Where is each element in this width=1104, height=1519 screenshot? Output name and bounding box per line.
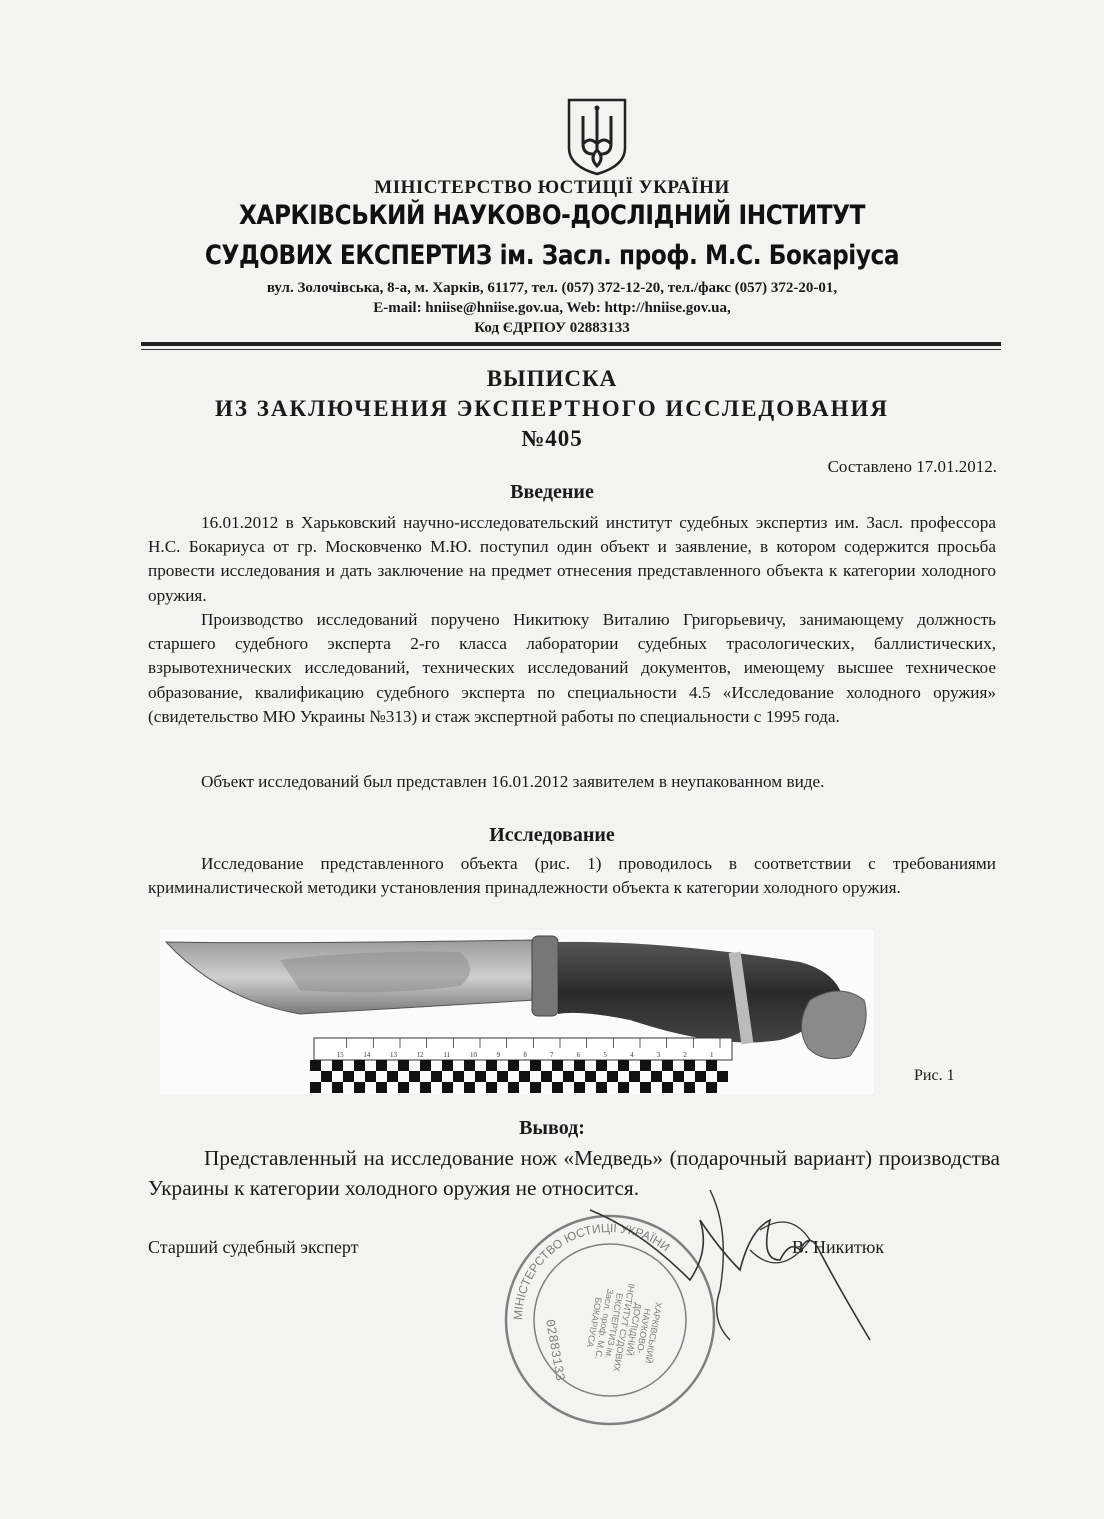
conclusion-heading: Вывод: [519, 1117, 585, 1139]
checker-square [420, 1082, 431, 1093]
checker-square [486, 1060, 497, 1071]
checker-square [717, 1071, 728, 1082]
checker-square [673, 1071, 684, 1082]
intro-heading: Введение [510, 481, 594, 503]
checker-square [354, 1082, 365, 1093]
checker-square [464, 1060, 475, 1071]
knife-pommel [801, 991, 866, 1059]
checker-square [530, 1082, 541, 1093]
checker-square [618, 1082, 629, 1093]
checker-square [596, 1060, 607, 1071]
checker-square [398, 1082, 409, 1093]
checker-square [453, 1071, 464, 1082]
checker-square [475, 1071, 486, 1082]
checker-square [343, 1071, 354, 1082]
checker-square [376, 1060, 387, 1071]
conclusion-text: Представленный на исследование нож «Медведь» (подарочный вариант) производства Украины к категории холодного оружия не относится. [148, 1146, 1000, 1200]
checker-square [420, 1060, 431, 1071]
ruler-label: 5 [603, 1051, 607, 1059]
research-heading: Исследование [489, 824, 615, 846]
research-paragraph-1: Исследование представленного объекта (рис. 1) проводилось в соответствии с требованиями криминалистической методики установления принадлежности объекта к категории холодного оружия. [148, 854, 996, 898]
checker-square [376, 1082, 387, 1093]
ruler-label: 15 [336, 1051, 344, 1059]
checker-square [574, 1060, 585, 1071]
handwritten-signature [580, 1190, 880, 1350]
checker-square [552, 1082, 563, 1093]
checker-square [574, 1082, 585, 1093]
checker-square [365, 1071, 376, 1082]
checker-square [618, 1060, 629, 1071]
ruler-label: 12 [416, 1051, 424, 1059]
knife-handle [558, 942, 840, 1043]
checker-square [497, 1071, 508, 1082]
checker-square [640, 1082, 651, 1093]
figure-caption: Рис. 1 [914, 1067, 955, 1084]
ministry-name: МІНІСТЕРСТВО ЮСТИЦІЇ УКРАЇНИ [374, 177, 730, 198]
checker-square [321, 1071, 332, 1082]
address-line1: вул. Золочівська, 8-а, м. Харків, 61177, тел. (057) 372-12-20, тел./факс (057) 372-20-01, [266, 280, 838, 296]
checker-square [530, 1060, 541, 1071]
checker-square [508, 1082, 519, 1093]
knife-illustration [160, 930, 874, 1094]
document-number: №405 [521, 426, 583, 451]
checker-square [706, 1060, 717, 1071]
checker-square [695, 1071, 706, 1082]
checker-square [684, 1082, 695, 1093]
checker-square [662, 1060, 673, 1071]
checker-square [629, 1071, 640, 1082]
ruler-label: 11 [443, 1051, 451, 1059]
checker-square [552, 1060, 563, 1071]
knife-photo [160, 930, 874, 1094]
ruler-label: 6 [576, 1051, 581, 1059]
ruler-label: 14 [363, 1051, 371, 1059]
checker-square [585, 1071, 596, 1082]
ruler-label: 8 [523, 1051, 527, 1059]
checker-square [684, 1060, 695, 1071]
stamp-code: 02883133 [542, 1318, 568, 1383]
ruler-label: 10 [470, 1051, 477, 1059]
institute-name-line2: СУДОВИХ ЕКСПЕРТИЗ ім. Засл. проф. М.С. Бокаріуса [204, 240, 900, 271]
header-rule-thick [141, 342, 1001, 346]
signatory-name: В. Никитюк [792, 1237, 885, 1257]
checker-square [662, 1082, 673, 1093]
checker-square [387, 1071, 398, 1082]
checker-square [464, 1082, 475, 1093]
institute-name-line1: ХАРКІВСЬКИЙ НАУКОВО-ДОСЛІДНИЙ ІНСТИТУТ [238, 200, 866, 231]
ruler-label: 1 [710, 1051, 714, 1059]
checker-square [409, 1071, 420, 1082]
checker-square [519, 1071, 530, 1082]
checker-square [508, 1060, 519, 1071]
stamp-inner-text: ХАРКІВСЬКИЙ НАУКОВО-ДОСЛІДНИЙ ІНСТИТУТ СУДОВИХ ЕКСПЕРТИЗ ім. Засл. проф. М.С. БОКАРІУСА [585, 1282, 664, 1373]
checker-square [354, 1060, 365, 1071]
document-title: ВЫПИСКА [486, 366, 618, 391]
intro-paragraph-1: 16.01.2012 в Харьковский научно-исследовательский институт судебных экспертиз им. Засл. профессора Н.С. Бокариуса от гр. Московченко М.Ю. поступил один объект и заявление, в котором содержится просьба провести исследования и дать заключение на предмет отнесения представленного объекта к категории холодного оружия. [148, 513, 996, 605]
address-line2: E-mail: hniise@hniise.gov.ua, Web: http://hniise.gov.ua, [373, 300, 731, 316]
coat-of-arms-icon [565, 96, 629, 176]
checker-square [332, 1060, 343, 1071]
address-line3: Код ЄДРПОУ 02883133 [474, 320, 630, 336]
checker-square [486, 1082, 497, 1093]
ruler-label: 7 [550, 1051, 554, 1059]
header-rule-thin [141, 349, 1001, 350]
checker-square [563, 1071, 574, 1082]
checker-square [398, 1060, 409, 1071]
stamp-outer-text: МІНІСТЕРСТВО ЮСТИЦІЇ УКРАЇНИ [510, 1220, 673, 1321]
document-subtitle: ИЗ ЗАКЛЮЧЕНИЯ ЭКСПЕРТНОГО ИССЛЕДОВАНИЯ [214, 396, 890, 421]
checker-square [310, 1082, 321, 1093]
ruler-label: 9 [496, 1051, 501, 1059]
checker-square [541, 1071, 552, 1082]
ruler-label: 4 [630, 1051, 634, 1059]
knife-guard [532, 936, 558, 1016]
checker-square [607, 1071, 618, 1082]
scale-checkerboard [310, 1060, 728, 1093]
signatory-title: Старший судебный эксперт [148, 1237, 359, 1257]
checker-square [651, 1071, 662, 1082]
checker-square [640, 1060, 651, 1071]
ruler-label: 13 [390, 1051, 397, 1059]
checker-square [431, 1071, 442, 1082]
checker-square [596, 1082, 607, 1093]
composed-date: Составлено 17.01.2012. [827, 457, 997, 476]
checker-square [332, 1082, 343, 1093]
checker-square [442, 1082, 453, 1093]
checker-square [310, 1060, 321, 1071]
checker-square [442, 1060, 453, 1071]
ruler-label: 3 [656, 1051, 661, 1059]
ruler-label: 2 [683, 1051, 687, 1059]
checker-square [706, 1082, 717, 1093]
intro-paragraph-3: Объект исследований был представлен 16.01.2012 заявителем в неупакованном виде. [201, 772, 825, 791]
intro-paragraph-2: Производство исследований поручено Никитюку Виталию Григорьевичу, занимающему должность старшего судебного эксперта 2-го класса лаборатории судебных трасологических, баллистических, взрывотехнических исследований, технических исследований документов, имеющему высшее техническое образование, квалификацию судебного эксперта по специальности 4.5 «Исследование холодного оружия» (свидетельство МЮ Украины №313) и стаж экспертной работы по специальности с 1995 года. [148, 610, 996, 726]
